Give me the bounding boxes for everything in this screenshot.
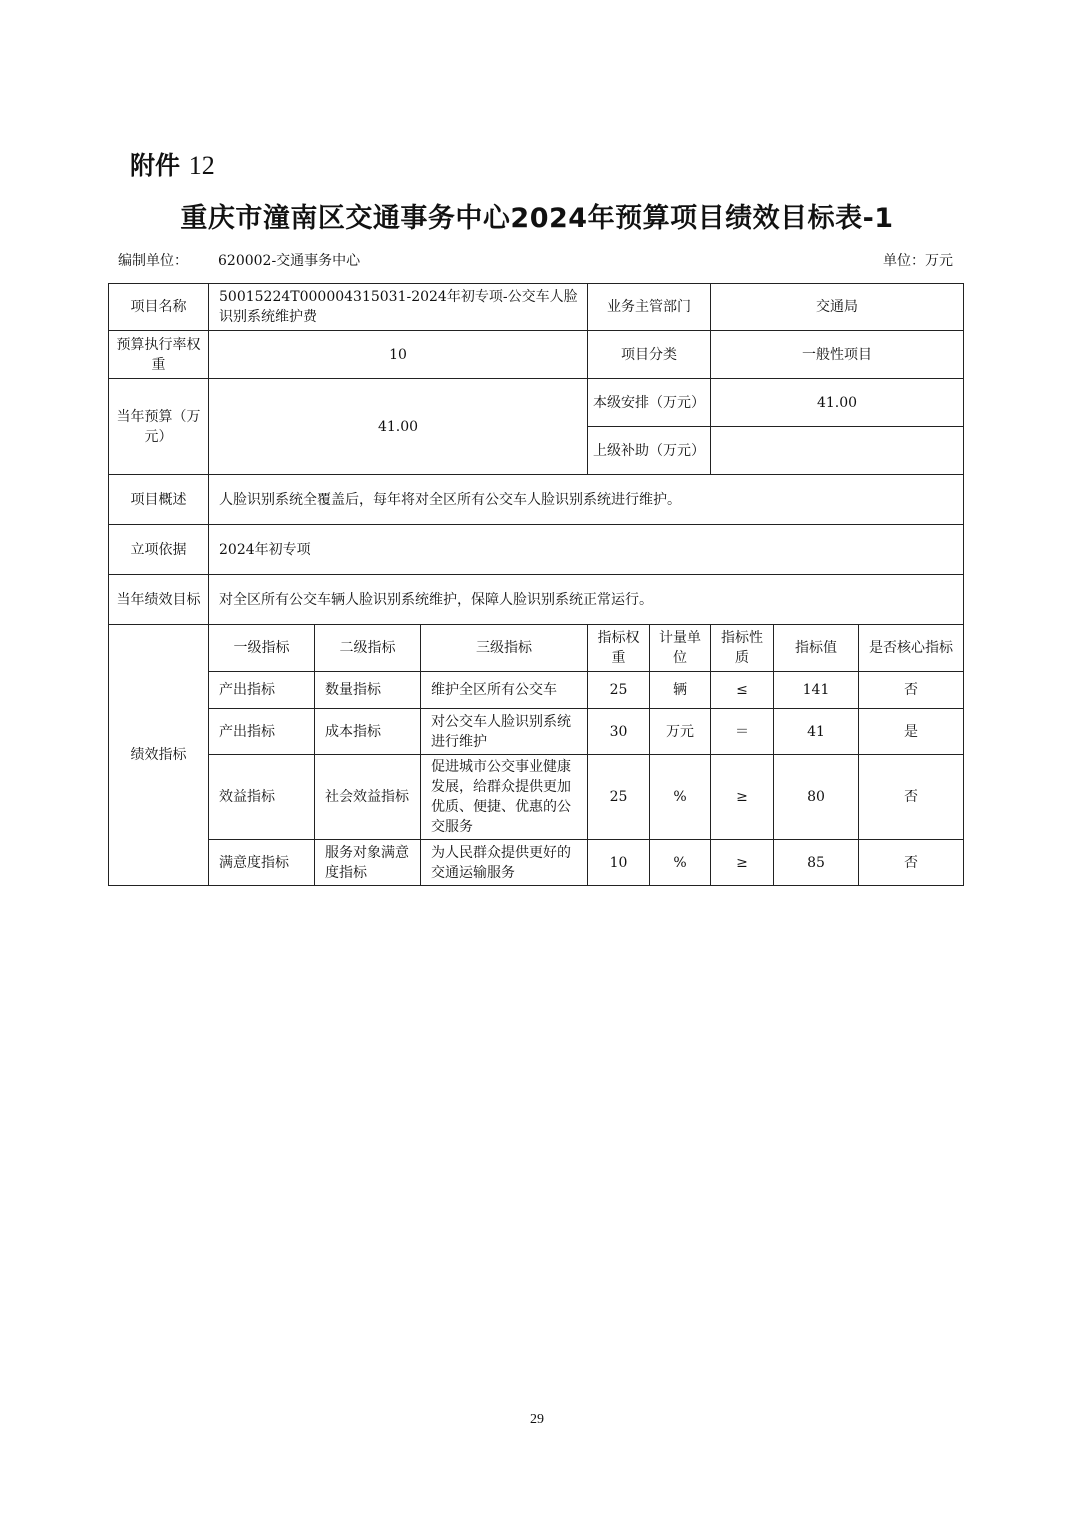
basis-value: 2024年初专项 [209, 525, 964, 575]
unit-label: 编制单位： [118, 253, 188, 269]
metric-weight: 25 [588, 672, 650, 709]
header-level3: 三级指标 [421, 625, 588, 672]
metric-level3: 促进城市公交事业健康发展，给群众提供更加优质、便捷、优惠的公交服务 [421, 755, 588, 840]
basis-label: 立项依据 [109, 525, 209, 575]
table-row [109, 709, 964, 755]
metric-level2: 数量指标 [315, 672, 421, 709]
table-row [109, 840, 964, 886]
metric-value: 85 [774, 840, 859, 886]
metric-weight: 30 [588, 709, 650, 755]
metric-value: 80 [774, 755, 859, 840]
metric-level3: 维护全区所有公交车 [421, 672, 588, 709]
project-name-label: 项目名称 [109, 284, 209, 331]
goal-label: 当年绩效目标 [109, 575, 209, 625]
attachment-number: 12 [188, 151, 215, 180]
metric-core: 否 [859, 755, 964, 840]
local-funding-value: 41.00 [711, 379, 964, 427]
metric-level1: 效益指标 [209, 755, 315, 840]
metric-level2: 成本指标 [315, 709, 421, 755]
header-core: 是否核心指标 [859, 625, 964, 672]
metric-nature: ≤ [711, 672, 774, 709]
budget-label: 当年预算（万元） [109, 379, 209, 475]
header-level1: 一级指标 [209, 625, 315, 672]
budget-value: 41.00 [209, 379, 588, 475]
weight-value: 10 [209, 331, 588, 379]
metric-level1: 产出指标 [209, 709, 315, 755]
metric-level2: 社会效益指标 [315, 755, 421, 840]
metric-weight: 25 [588, 755, 650, 840]
metric-unit: 万元 [650, 709, 711, 755]
upper-funding-value [711, 427, 964, 475]
metric-unit: % [650, 840, 711, 886]
metric-value: 141 [774, 672, 859, 709]
table-row [109, 755, 964, 840]
metric-nature: ≥ [711, 840, 774, 886]
attachment-label [130, 146, 215, 182]
page-number: 29 [530, 1412, 544, 1427]
attachment-text: 附件 [130, 151, 181, 180]
metric-unit: 辆 [650, 672, 711, 709]
metric-nature: ＝ [711, 709, 774, 755]
metric-level3: 对公交车人脸识别系统进行维护 [421, 709, 588, 755]
metric-level2: 服务对象满意度指标 [315, 840, 421, 886]
metric-level1: 产出指标 [209, 672, 315, 709]
overview-value: 人脸识别系统全覆盖后，每年将对全区所有公交车人脸识别系统进行维护。 [209, 475, 964, 525]
header-unit: 计量单位 [650, 625, 711, 672]
metric-level3: 为人民群众提供更好的交通运输服务 [421, 840, 588, 886]
unit-value: 620002-交通事务中心 [218, 253, 361, 269]
currency-unit: 单位：万元 [883, 253, 953, 269]
header-level2: 二级指标 [315, 625, 421, 672]
project-name-value: 50015224T000004315031-2024年初专项-公交车人脸识别系统维护费 [209, 284, 588, 331]
metric-core: 否 [859, 840, 964, 886]
performance-table [108, 283, 964, 886]
weight-label: 预算执行率权重 [109, 331, 209, 379]
header-weight: 指标权重 [588, 625, 650, 672]
page-title: 重庆市潼南区交通事务中心2024年预算项目绩效目标表-1 [180, 203, 894, 234]
goal-value: 对全区所有公交车辆人脸识别系统维护，保障人脸识别系统正常运行。 [209, 575, 964, 625]
metric-level1: 满意度指标 [209, 840, 315, 886]
table-row [109, 672, 964, 709]
metric-unit: % [650, 755, 711, 840]
header-nature: 指标性质 [711, 625, 774, 672]
category-value: 一般性项目 [711, 331, 964, 379]
local-funding-label: 本级安排（万元） [588, 379, 711, 427]
metric-core: 是 [859, 709, 964, 755]
metric-nature: ≥ [711, 755, 774, 840]
header-value: 指标值 [774, 625, 859, 672]
metric-core: 否 [859, 672, 964, 709]
dept-value: 交通局 [711, 284, 964, 331]
overview-label: 项目概述 [109, 475, 209, 525]
metric-value: 41 [774, 709, 859, 755]
metric-weight: 10 [588, 840, 650, 886]
metrics-section-label: 绩效指标 [109, 625, 209, 886]
category-label: 项目分类 [588, 331, 711, 379]
dept-label: 业务主管部门 [588, 284, 711, 331]
upper-funding-label: 上级补助（万元） [588, 427, 711, 475]
